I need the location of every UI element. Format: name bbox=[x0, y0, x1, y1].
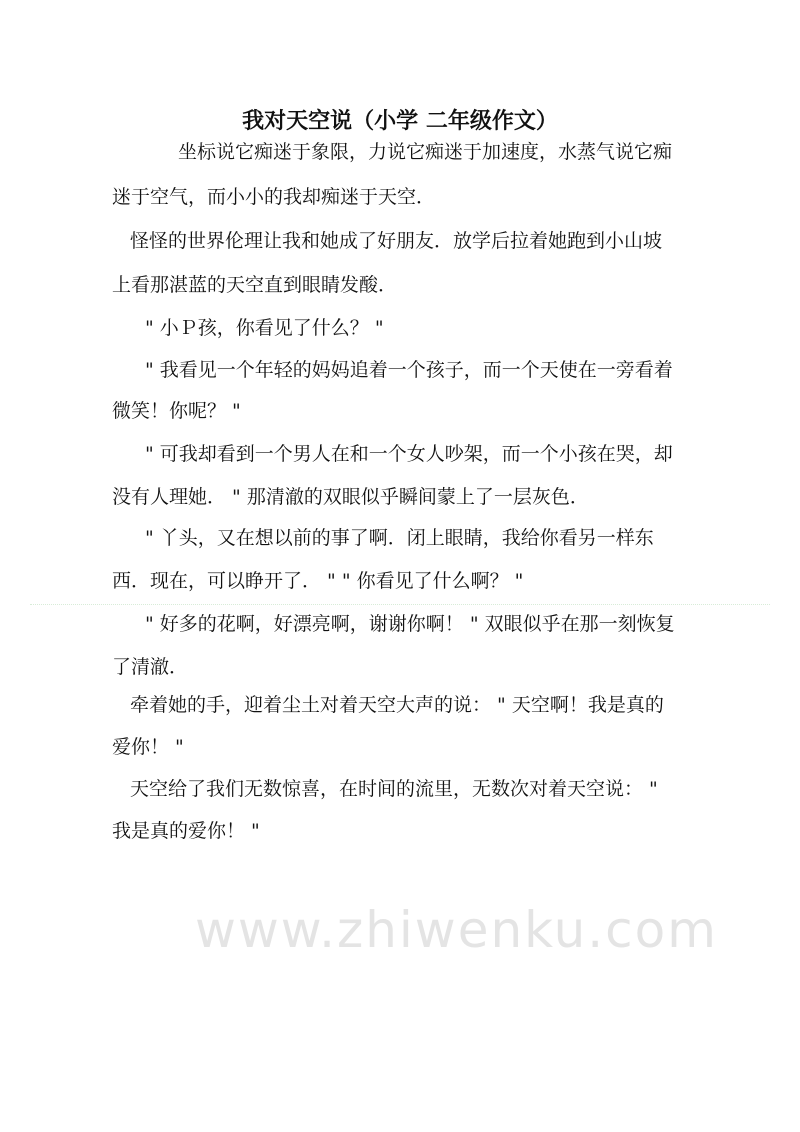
text-line: 坐标说它痴迷于象限，力说它痴迷于加速度，水蒸气说它痴 bbox=[178, 141, 673, 163]
dotted-divider bbox=[30, 604, 770, 605]
text-line: 了清澈． bbox=[112, 656, 189, 678]
text-line: " 小Ｐ孩，你看见了什么？ " bbox=[145, 317, 384, 339]
text-line: 爱你！ " bbox=[112, 736, 184, 758]
text-line: 怪怪的世界伦理让我和她成了好朋友．放学后拉着她跑到小山坡 bbox=[130, 230, 663, 252]
text-line: 天空给了我们无数惊喜，在时间的流里，无数次对着天空说： " bbox=[130, 778, 658, 800]
text-line: 微笑！你呢？ " bbox=[112, 400, 241, 422]
text-line: " 我看见一个年轻的妈妈追着一个孩子，而一个天使在一旁看着 bbox=[145, 359, 673, 381]
text-line: 上看那湛蓝的天空直到眼睛发酸． bbox=[112, 274, 398, 296]
text-line: 牵着她的手，迎着尘土对着天空大声的说： " 天空啊！我是真的 bbox=[130, 694, 664, 716]
watermark: www.zhiwenku.com bbox=[195, 901, 718, 959]
text-line: " 丫头，又在想以前的事了啊．闭上眼睛，我给你看另一样东 bbox=[145, 527, 654, 549]
text-line: " 好多的花啊，好漂亮啊，谢谢你啊！ " 双眼似乎在那一刻恢复 bbox=[145, 613, 675, 635]
text-line: 西．现在，可以睁开了． " " 你看见了什么啊？ " bbox=[112, 570, 524, 592]
text-line: 迷于空气，而小小的我却痴迷于天空． bbox=[112, 186, 436, 208]
text-line: " 可我却看到一个男人在和一个女人吵架，而一个小孩在哭，却 bbox=[145, 443, 673, 465]
document-title: 我对天空说（小学 二年级作文） bbox=[242, 108, 558, 134]
text-line: 没有人理她． " 那清澈的双眼似乎瞬间蒙上了一层灰色． bbox=[112, 486, 589, 508]
text-line: 我是真的爱你！ " bbox=[112, 820, 260, 842]
